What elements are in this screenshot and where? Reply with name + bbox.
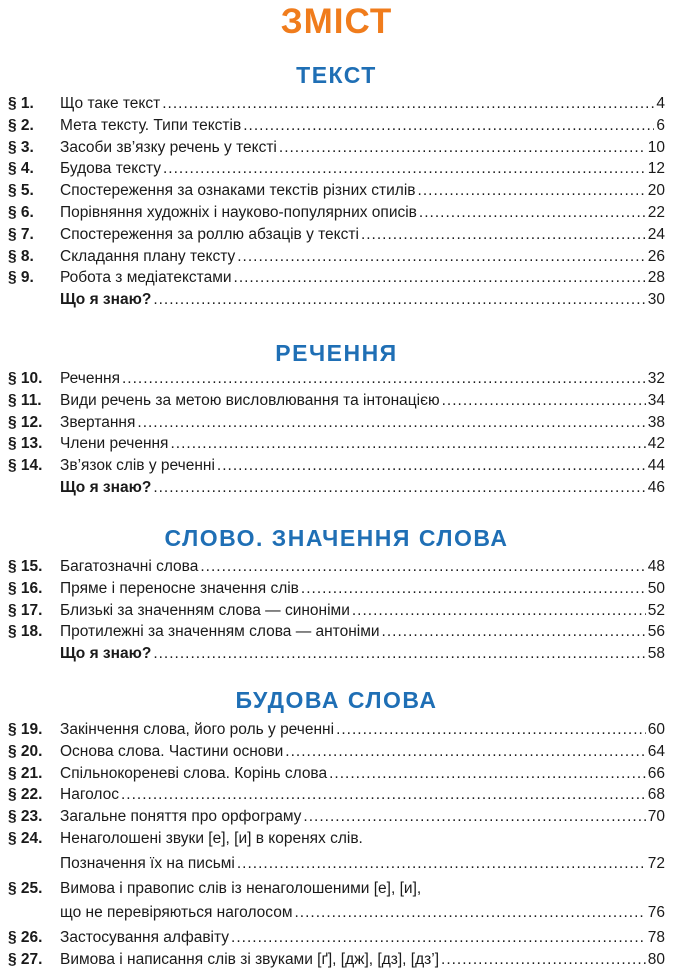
- dot-leader: [285, 741, 645, 763]
- dot-leader: [279, 137, 646, 159]
- entry-title: Закінчення слова, його роль у реченні: [60, 721, 335, 738]
- page-number: 10: [647, 138, 665, 156]
- section-title-text: ТЕКСТ: [296, 62, 377, 88]
- page-number: 58: [647, 645, 665, 663]
- toc-entry: [8, 763, 665, 785]
- paragraph-number: § 14.: [8, 457, 43, 475]
- dot-leader: [200, 556, 645, 578]
- entry-title-continuation: що не перевіряються наголосом: [60, 904, 293, 922]
- entry-title: Речення: [60, 370, 120, 387]
- dot-leader: [234, 267, 646, 289]
- page-number: 38: [647, 413, 665, 431]
- page-title: ЗМІСТ: [280, 2, 393, 41]
- dot-leader: [295, 902, 646, 924]
- dot-leader: [162, 93, 654, 115]
- toc-entry: [8, 578, 665, 600]
- toc-entry: [8, 784, 665, 806]
- entry-title: Протилежні за значенням слова — антоніми: [60, 623, 380, 641]
- entry-title: Засоби зв’язку речень у тексті: [60, 138, 277, 156]
- dot-leader: [163, 158, 646, 180]
- paragraph-number: § 12.: [8, 413, 43, 431]
- toc-entry: [8, 621, 665, 643]
- entry-title: Члени речення: [60, 435, 169, 453]
- paragraph-number: § 3.: [8, 138, 34, 156]
- entry-title: Спостереження за роллю абзаців у тексті: [60, 225, 359, 243]
- paragraph-number: § 24.: [8, 830, 43, 847]
- dot-leader: [441, 949, 646, 971]
- page-number: 30: [647, 291, 665, 309]
- dot-leader: [121, 784, 646, 806]
- dot-leader: [243, 115, 654, 137]
- page-number: 72: [647, 854, 665, 872]
- page-number: 78: [647, 929, 665, 947]
- dot-leader: [361, 224, 646, 246]
- paragraph-number: § 27.: [8, 951, 43, 968]
- dot-leader: [329, 763, 646, 785]
- page-number: 70: [647, 808, 665, 826]
- toc-entry: [8, 949, 665, 971]
- page-number: 68: [647, 786, 665, 804]
- page-number: 34: [647, 391, 665, 409]
- page-number: 42: [647, 435, 665, 453]
- dot-leader: [137, 412, 645, 434]
- dot-leader: [153, 289, 645, 311]
- toc-entry: [8, 412, 665, 434]
- paragraph-number: § 19.: [8, 721, 43, 738]
- entry-title: Основа слова. Частини основи: [60, 742, 284, 760]
- entry-title: Спільнокореневі слова. Корінь слова: [60, 764, 328, 782]
- toc-entry: [8, 93, 665, 115]
- entry-title: Спостереження за ознаками текстів різних стилів: [60, 182, 416, 200]
- toc-entry-review: [8, 477, 665, 499]
- entry-title: Вимова і написання слів зі звуками [ґ], [дж], [дз], [дз’]: [60, 951, 440, 968]
- entry-title: Багатозначні слова: [60, 558, 199, 575]
- dot-leader: [217, 455, 646, 477]
- entry-title: Що я знаю?: [60, 291, 152, 309]
- page-number: 44: [647, 457, 665, 475]
- toc-entry: [8, 927, 665, 949]
- dot-leader: [303, 806, 645, 828]
- toc-entry: [8, 137, 665, 159]
- page-number: 20: [647, 182, 665, 200]
- paragraph-number: § 4.: [8, 160, 34, 178]
- entry-title-continuation: Позначення їх на письмі: [60, 854, 235, 872]
- toc-entry: [8, 433, 665, 455]
- entry-title: Звертання: [60, 413, 136, 431]
- page-number: 26: [647, 247, 665, 265]
- dot-leader: [352, 600, 646, 622]
- paragraph-number: § 22.: [8, 786, 43, 804]
- page-number: 64: [647, 742, 665, 760]
- toc-entry: [8, 806, 665, 828]
- page-number: 6: [656, 116, 665, 134]
- paragraph-number: § 13.: [8, 435, 43, 453]
- paragraph-number: § 1.: [8, 95, 34, 112]
- entry-title: Вимова і правопис слів із ненаголошеними [е], [и],: [60, 879, 422, 897]
- entry-title: Ненаголошені звуки [е], [и] в коренях слів.: [60, 830, 363, 847]
- page-number: 60: [647, 721, 665, 738]
- page-number: 12: [647, 160, 665, 178]
- toc-entry: [8, 600, 665, 622]
- toc-entry: [8, 246, 665, 268]
- dot-leader: [153, 643, 645, 665]
- entry-title: Пряме і переносне значення слів: [60, 579, 299, 597]
- paragraph-number: § 10.: [8, 370, 43, 387]
- page-number: 50: [647, 579, 665, 597]
- entry-title: Застосування алфавіту: [60, 929, 230, 947]
- page-number: 56: [647, 623, 665, 641]
- toc-entry-review: [8, 643, 665, 665]
- paragraph-number: § 16.: [8, 579, 43, 597]
- dot-leader: [336, 719, 646, 741]
- toc-entry: [8, 719, 665, 741]
- dot-leader: [382, 621, 646, 643]
- dot-leader: [153, 477, 645, 499]
- paragraph-number: § 20.: [8, 742, 43, 760]
- entry-title: Близькі за значенням слова — синоніми: [60, 601, 350, 619]
- paragraph-number: § 7.: [8, 225, 34, 243]
- page-number: 22: [647, 204, 665, 221]
- dot-leader: [419, 202, 646, 224]
- toc-entry: [8, 224, 665, 246]
- page-number: 76: [647, 904, 665, 922]
- entry-title: Складання плану тексту: [60, 247, 236, 265]
- toc-entry-review: [8, 289, 665, 311]
- entry-title: Що я знаю?: [60, 479, 152, 496]
- dot-leader: [122, 368, 646, 390]
- paragraph-number: § 9.: [8, 269, 34, 287]
- paragraph-number: § 8.: [8, 247, 34, 265]
- paragraph-number: § 17.: [8, 601, 43, 619]
- section-title-sentence: РЕЧЕННЯ: [275, 340, 398, 366]
- toc-entry: [8, 828, 665, 850]
- toc-entry: [8, 878, 665, 900]
- toc-entry: [8, 267, 665, 289]
- toc-entry: [8, 202, 665, 224]
- dot-leader: [237, 853, 646, 875]
- section-title-word-meaning: СЛОВО. ЗНАЧЕННЯ СЛОВА: [164, 525, 509, 551]
- toc-entry: [8, 180, 665, 202]
- dot-leader: [237, 246, 646, 268]
- entry-title: Наголос: [60, 786, 119, 804]
- page-number: 66: [647, 764, 665, 782]
- toc-entry: [8, 741, 665, 763]
- toc-entry-continuation: [8, 853, 665, 875]
- dot-leader: [231, 927, 646, 949]
- page-number: 24: [647, 225, 665, 243]
- entry-title: Що таке текст: [60, 95, 161, 112]
- section-title-word-structure: БУДОВА СЛОВА: [235, 687, 438, 713]
- paragraph-number: § 21.: [8, 764, 43, 782]
- entry-title: Мета тексту. Типи текстів: [60, 116, 242, 134]
- paragraph-number: § 23.: [8, 808, 43, 826]
- toc-entry: [8, 390, 665, 412]
- entry-title: Зв’язок слів у реченні: [60, 457, 215, 475]
- paragraph-number: § 15.: [8, 558, 43, 575]
- paragraph-number: § 25.: [8, 879, 43, 897]
- page-number: 28: [647, 269, 665, 287]
- toc-entry: [8, 556, 665, 578]
- paragraph-number: § 6.: [8, 204, 34, 221]
- page-number: 52: [647, 601, 665, 619]
- toc-entry: [8, 455, 665, 477]
- entry-title: Що я знаю?: [60, 645, 152, 663]
- page-number: 80: [647, 951, 665, 968]
- paragraph-number: § 2.: [8, 116, 34, 134]
- toc-entry: [8, 158, 665, 180]
- entry-title: Загальне поняття про орфограму: [60, 808, 302, 826]
- page-number: 4: [656, 95, 665, 112]
- entry-title: Будова тексту: [60, 160, 161, 178]
- toc-entry-continuation: [8, 902, 665, 924]
- toc-entry: [8, 115, 665, 137]
- dot-leader: [301, 578, 646, 600]
- page-number: 48: [647, 558, 665, 575]
- entry-title: Порівняння художніх і науково-популярних описів: [60, 204, 417, 221]
- paragraph-number: § 5.: [8, 182, 34, 200]
- paragraph-number: § 18.: [8, 623, 43, 641]
- dot-leader: [418, 180, 646, 202]
- page-number: 46: [647, 479, 665, 496]
- entry-title: Робота з медіатекстами: [60, 269, 232, 287]
- page-number: 32: [647, 370, 665, 387]
- toc-entry: [8, 368, 665, 390]
- entry-title: Види речень за метою висловлювання та інтонацією: [60, 391, 440, 409]
- paragraph-number: § 26.: [8, 929, 43, 947]
- dot-leader: [442, 390, 646, 412]
- dot-leader: [170, 433, 645, 455]
- paragraph-number: § 11.: [8, 391, 42, 409]
